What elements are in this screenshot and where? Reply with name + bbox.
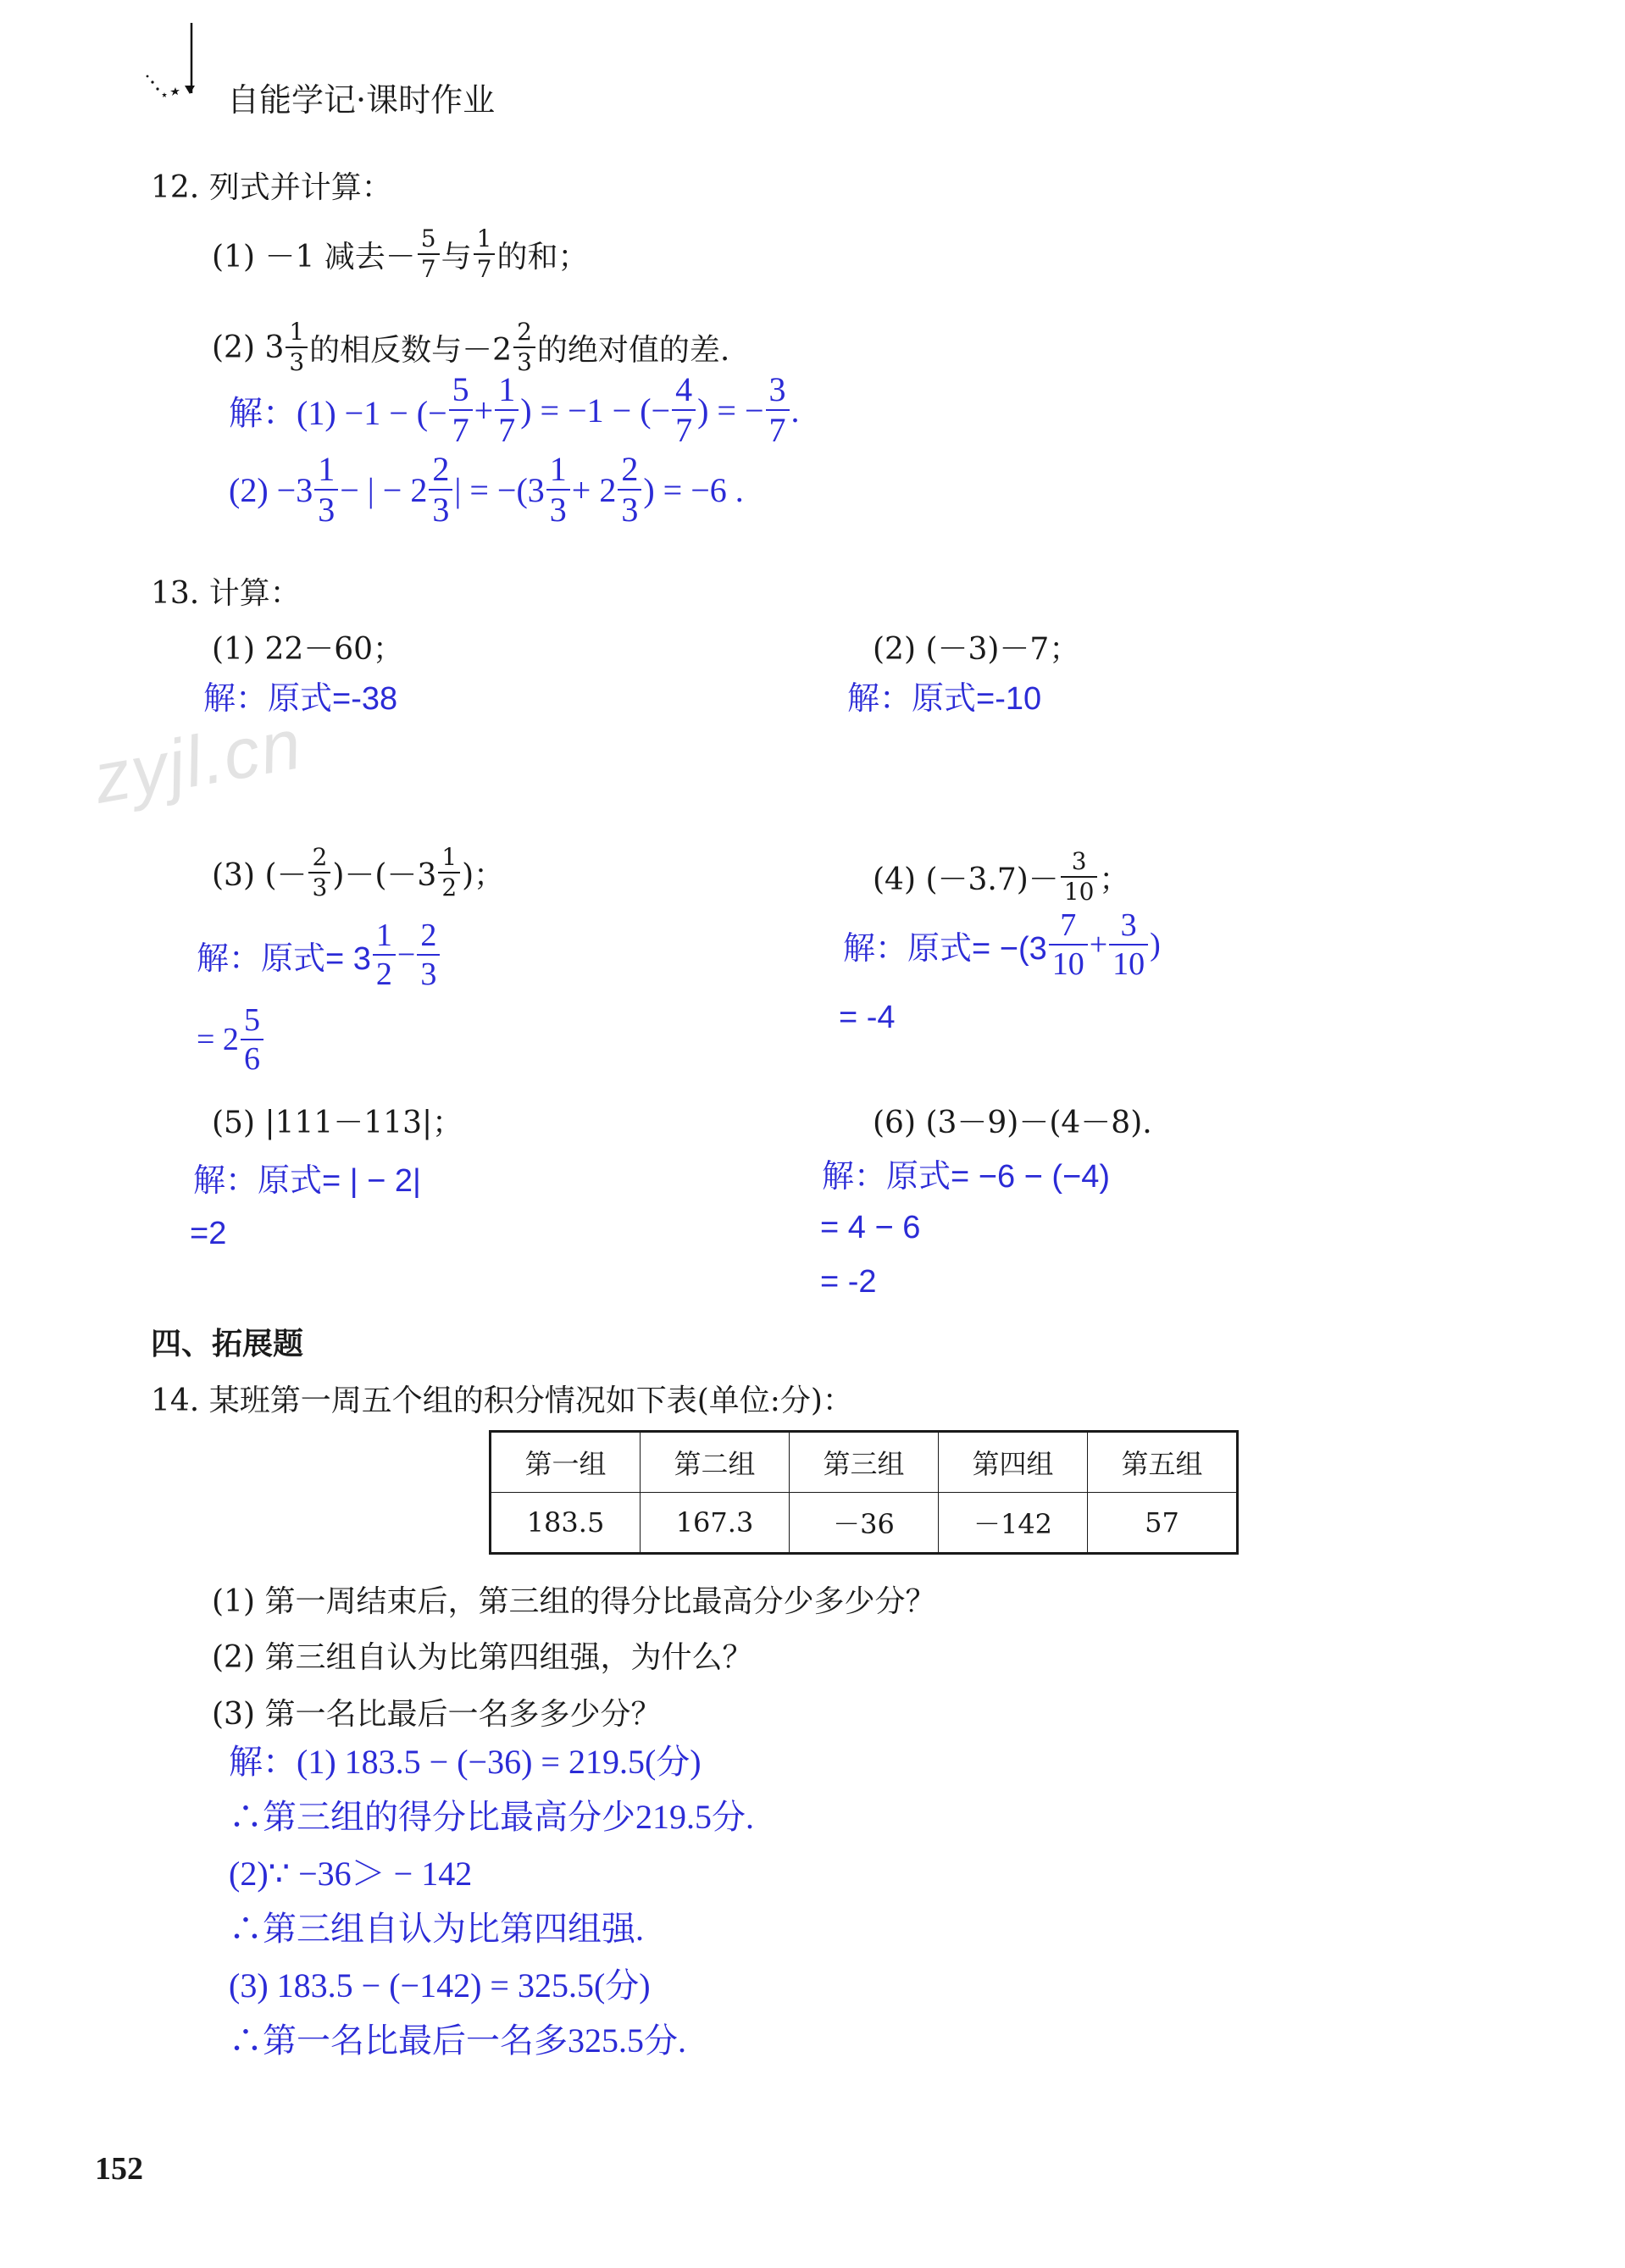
q13-answer3-line2	[197, 1004, 265, 1075]
q12-solution-2-text-d: + 2	[571, 470, 617, 509]
fraction: $\frac{5}{7}$	[418, 227, 440, 281]
q12-solution-1-text-b: +	[474, 391, 494, 430]
watermark: zyjl.cn	[87, 703, 308, 818]
page-number: 152	[95, 2151, 143, 2187]
table-header-cell: 第四组	[939, 1432, 1088, 1493]
q13-answer4-text-b: +	[1089, 927, 1108, 962]
fraction: $\frac{1}{7}$	[474, 227, 496, 281]
q13-answer6: 解：原式= −6 − (−4)	[822, 1159, 1111, 1195]
q14-solution-6: ∴第一名比最后一名多325.5分.	[229, 2021, 686, 2060]
fraction: $\frac{5}{6}$	[241, 1004, 263, 1075]
q12-solution-1-text-c: ) = −1 − (−	[520, 391, 671, 430]
fraction: $\frac{1}{2}$	[438, 846, 460, 900]
table-header-cell: 第二组	[641, 1432, 790, 1493]
q13-part2: (2) (－3)－7；	[873, 632, 1080, 667]
q14-part3: (3) 第一名比最后一名多多少分？	[212, 1697, 662, 1732]
q13-part3	[212, 843, 505, 901]
q13-part5: (5) |111－113|；	[212, 1106, 463, 1140]
q12-part2-text-c: 的绝对值的差.	[536, 332, 730, 368]
q13-part4-text-a: (4) (－3.7)－	[873, 862, 1059, 897]
q13-answer4-text-a: 解：原式= −(3	[843, 930, 1047, 967]
table-cell: 57	[1088, 1493, 1238, 1554]
fraction: $\frac{2}{3}$	[618, 452, 641, 527]
q13-answer3	[197, 919, 441, 990]
q13-title: 13. 计算：	[151, 576, 301, 611]
q13-answer6-line3: = -2	[820, 1264, 877, 1300]
q12-solution-1	[229, 370, 800, 449]
q12-solution-1-text-a: 解：(1) −1 − (−	[229, 393, 447, 432]
q14-solution-1: 解：(1) 183.5 − (−36) = 219.5(分)	[229, 1743, 702, 1781]
q13-answer5: 解：原式= | − 2|	[193, 1163, 421, 1199]
q12-part1-text-c: 的和；	[496, 239, 589, 274]
fraction: $\frac{4}{7}$	[672, 373, 696, 447]
q13-part3-text-a: (3) (－	[212, 857, 308, 893]
table-cell: －36	[790, 1493, 939, 1554]
header-title: 自能学记·课时作业	[227, 81, 496, 119]
q12-part1	[212, 227, 588, 281]
q14-part1: (1) 第一周结束后，第三组的得分比最高分少多少分？	[212, 1584, 936, 1619]
q12-solution-2-text-e: ) = −6 .	[643, 470, 744, 509]
table-cell: 183.5	[491, 1493, 641, 1554]
fraction: $\frac{1}{7}$	[495, 373, 519, 447]
q13-answer3-text-a: 解：原式= 3	[197, 940, 371, 977]
q13-answer4	[843, 909, 1161, 980]
q13-part1: (1) 22－60；	[212, 632, 404, 667]
q12-solution-1-text-d: ) = −	[697, 391, 764, 430]
header-star-decoration	[142, 21, 210, 106]
q12-solution-2-text-c: | = −(3	[454, 470, 545, 509]
fraction: $\frac{5}{7}$	[449, 373, 473, 447]
q13-part3-text-b: )－(－3	[332, 857, 437, 893]
fraction: $\frac{7}{10}$	[1049, 909, 1088, 980]
fraction: $\frac{3}{10}$	[1109, 909, 1148, 980]
q12-part1-text-a: (1) －1 减去－	[212, 239, 416, 274]
table-header-row	[491, 1432, 1238, 1493]
fraction: $\frac{1}{3}$	[546, 452, 570, 527]
fraction: $\frac{1}{2}$	[373, 919, 396, 990]
q14-solution-4: ∴第三组自认为比第四组强.	[229, 1910, 644, 1948]
q13-answer5-line2: =2	[190, 1216, 227, 1251]
table-cell: 167.3	[641, 1493, 790, 1554]
q13-part4-text-b: ；	[1099, 862, 1130, 897]
score-table	[489, 1430, 1239, 1555]
q12-solution-2-text-b: − | − 2	[340, 470, 428, 509]
fraction: $\frac{2}{3}$	[513, 320, 535, 374]
q14-solution-5: (3) 183.5 − (−142) = 325.5(分)	[229, 1966, 651, 2005]
q12-part2	[212, 320, 729, 374]
q12-solution-2-text-a: (2) −3	[229, 470, 313, 509]
q13-part6: (6) (3－9)－(4－8).	[873, 1106, 1152, 1140]
q12-solution-2	[229, 452, 744, 527]
q13-part3-text-c: )；	[462, 857, 505, 893]
q12-part2-text-a: (2) 3	[212, 330, 285, 365]
q12-title: 12. 列式并计算：	[151, 170, 392, 205]
fraction: $\frac{2}{3}$	[429, 452, 452, 527]
fraction: $\frac{3}{7}$	[766, 373, 790, 447]
q14-title: 14. 某班第一周五个组的积分情况如下表(单位:分)：	[151, 1384, 853, 1418]
fraction: $\frac{1}{3}$	[286, 320, 308, 374]
fraction: $\frac{2}{3}$	[308, 846, 330, 900]
q13-answer6-line2: = 4 − 6	[820, 1210, 921, 1245]
q13-answer3-line2-text: = 2	[197, 1022, 239, 1057]
fraction: $\frac{1}{3}$	[314, 452, 338, 527]
q14-solution-2: ∴第三组的得分比最高分少219.5分.	[229, 1798, 754, 1836]
q13-answer1: 解：原式=-38	[203, 681, 398, 717]
fraction: $\frac{3}{10}$	[1061, 850, 1098, 904]
q13-answer4-text-c: )	[1150, 927, 1161, 962]
q12-solution-1-text-e: .	[790, 391, 800, 430]
table-header-cell: 第一组	[491, 1432, 641, 1493]
q12-part2-text-b: 的相反数与－2	[309, 332, 513, 368]
q13-answer4-line2: = -4	[839, 1000, 896, 1035]
table-header-cell: 第三组	[790, 1432, 939, 1493]
q14-part2: (2) 第三组自认为比第四组强，为什么？	[212, 1640, 753, 1675]
q13-answer2: 解：原式=-10	[847, 681, 1042, 717]
q14-solution-3: (2)∵ −36＞ − 142	[229, 1855, 473, 1893]
table-cell: －142	[939, 1493, 1088, 1554]
table-header-cell: 第五组	[1088, 1432, 1238, 1493]
q13-part4	[873, 847, 1130, 906]
table-row	[491, 1493, 1238, 1554]
fraction: $\frac{2}{3}$	[417, 919, 440, 990]
q13-answer3-text-b: −	[397, 937, 416, 973]
q12-part1-text-b: 与	[441, 239, 472, 274]
section-title: 四、拓展题	[151, 1327, 304, 1361]
